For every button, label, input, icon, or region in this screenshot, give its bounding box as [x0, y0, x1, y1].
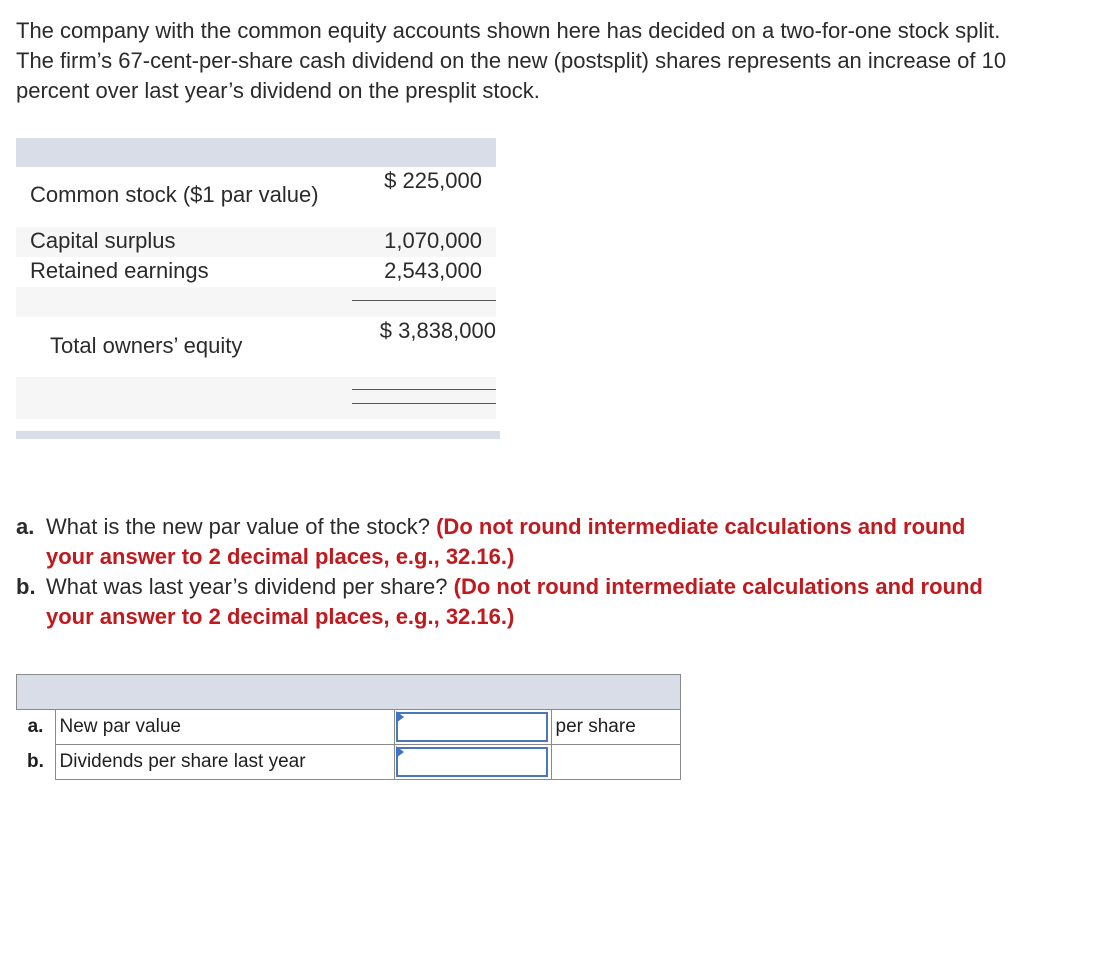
row-band	[16, 287, 496, 317]
questions-block	[16, 512, 1016, 632]
row-letter: a.	[17, 710, 56, 745]
question-text: What was last year’s dividend per share?	[46, 574, 448, 599]
row-band	[16, 377, 496, 419]
equity-accounts-table	[16, 138, 500, 440]
question-a	[16, 512, 1016, 572]
answer-row-a	[17, 710, 681, 745]
subtotal-rule	[352, 300, 496, 301]
row-label: Dividends per share last year	[55, 745, 394, 780]
question-letter: a.	[16, 514, 35, 539]
question-text: What is the new par value of the stock?	[46, 514, 430, 539]
retained-earnings-label: Retained earnings	[30, 258, 209, 283]
input-cell	[394, 710, 551, 745]
last-year-dividend-input[interactable]	[396, 747, 548, 777]
input-marker-icon	[396, 746, 404, 758]
question-b	[16, 572, 1016, 632]
answer-table	[16, 674, 681, 780]
capital-surplus-value: 1,070,000	[384, 228, 482, 253]
row-letter: b.	[17, 745, 56, 780]
question-instruction: (Do not round intermediate calculations and round your answer to 2 decimal places, e.g., 32.16.)	[46, 574, 983, 629]
problem-statement: The company with the common equity accounts shown here has decided on a two-for-one stock split. The firm’s 67-cent-per-share cash dividend on the new (postsplit) shares represents an increase of 10 percent over last year’s dividend on the presplit stock.	[16, 18, 1007, 103]
input-cell	[394, 745, 551, 780]
table-header-band	[16, 138, 496, 167]
total-equity-label: Total owners’ equity	[50, 333, 243, 358]
answer-row-b	[17, 745, 681, 780]
common-stock-value: $ 225,000	[384, 168, 482, 193]
question-instruction: (Do not round intermediate calculations and round your answer to 2 decimal places, e.g., 32.16.)	[46, 514, 966, 569]
retained-earnings-value: 2,543,000	[384, 258, 482, 283]
total-double-rule-bottom	[352, 403, 496, 404]
total-double-rule-top	[352, 389, 496, 390]
answer-header-cell	[17, 675, 681, 710]
row-label: New par value	[55, 710, 394, 745]
common-stock-label: Common stock ($1 par value)	[30, 182, 319, 207]
unit-label: per share	[551, 710, 680, 745]
table-footer-bar	[16, 431, 500, 439]
answer-table-header	[17, 675, 681, 710]
capital-surplus-label: Capital surplus	[30, 228, 176, 253]
new-par-value-input[interactable]	[396, 712, 548, 742]
input-marker-icon	[396, 711, 404, 723]
total-equity-value: $ 3,838,000	[379, 318, 496, 343]
question-letter: b.	[16, 574, 36, 599]
unit-label	[551, 745, 680, 780]
